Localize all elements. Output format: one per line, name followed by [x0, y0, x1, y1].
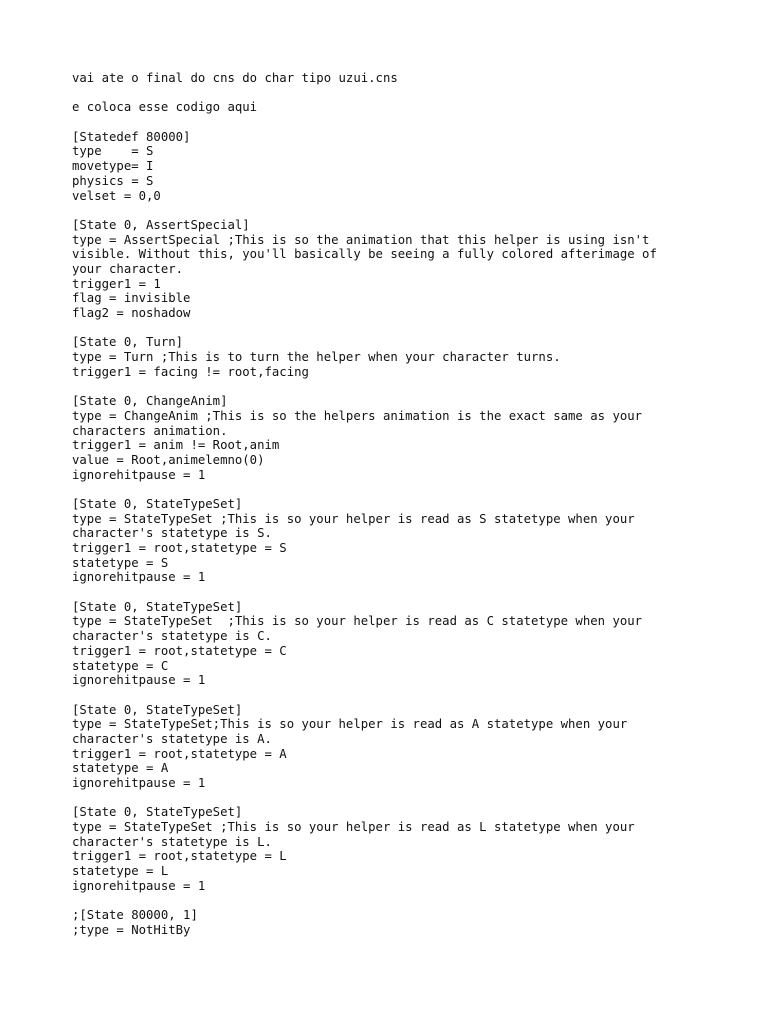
text-line: statetype = S	[72, 555, 169, 570]
text-line: visible. Without this, you'll basically be seeing a fully colored afterimage of	[72, 247, 657, 262]
text-line: [State 0, ChangeAnim]	[72, 394, 228, 409]
text-line: ignorehitpause = 1	[72, 570, 206, 585]
text-line: character's statetype is C.	[72, 629, 272, 644]
text-line: character's statetype is A.	[72, 731, 272, 746]
text-line: statetype = A	[72, 761, 169, 776]
text-line: velset = 0,0	[72, 188, 161, 203]
text-line: vai ate o final do cns do char tipo uzui.cns	[72, 71, 398, 85]
text-line: [Statedef 80000]	[72, 129, 191, 144]
text-line: [State 0, StateTypeSet]	[72, 805, 243, 820]
text-line: type = ChangeAnim ;This is so the helpers animation is the exact same as your	[72, 408, 643, 423]
text-line	[72, 86, 712, 101]
text-line: flag = invisible	[72, 291, 191, 306]
text-line	[72, 321, 712, 336]
text-line: type = Turn ;This is to turn the helper when your character turns.	[72, 350, 561, 365]
text-line	[72, 894, 712, 909]
text-line	[72, 585, 712, 600]
text-line: type = StateTypeSet ;This is so your helper is read as L statetype when your	[72, 820, 635, 835]
text-line	[72, 688, 712, 703]
text-line: trigger1 = anim != Root,anim	[72, 438, 280, 453]
text-line	[72, 482, 712, 497]
text-line: e coloca esse codigo aqui	[72, 100, 258, 115]
text-line: [State 0, StateTypeSet]	[72, 599, 243, 614]
text-line: statetype = L	[72, 864, 169, 879]
text-line: trigger1 = root,statetype = L	[72, 849, 287, 864]
text-line: [State 0, AssertSpecial]	[72, 217, 250, 232]
text-line	[72, 379, 712, 394]
text-line: trigger1 = root,statetype = C	[72, 643, 287, 658]
text-line: physics = S	[72, 173, 154, 188]
text-line: statetype = C	[72, 658, 169, 673]
text-line: flag2 = noshadow	[72, 306, 191, 320]
text-line: value = Root,animelemno(0)	[72, 452, 265, 467]
text-line	[72, 791, 712, 806]
text-line: [State 0, StateTypeSet]	[72, 702, 243, 717]
document-body	[72, 71, 712, 938]
text-line: movetype= I	[72, 159, 154, 174]
text-line: type = StateTypeSet;This is so your helper is read as A statetype when your	[72, 717, 628, 732]
text-line	[72, 115, 712, 130]
text-line: type = StateTypeSet ;This is so your helper is read as C statetype when your	[72, 614, 643, 629]
text-line: ignorehitpause = 1	[72, 776, 206, 790]
text-line: ignorehitpause = 1	[72, 467, 206, 482]
text-line: ignorehitpause = 1	[72, 878, 206, 893]
text-line: your character.	[72, 261, 184, 276]
text-line: type = AssertSpecial ;This is so the animation that this helper is using isn't	[72, 232, 650, 247]
text-line: ignorehitpause = 1	[72, 673, 206, 688]
text-line: [State 0, Turn]	[72, 335, 184, 350]
text-line: characters animation.	[72, 423, 228, 438]
text-line: ;[State 80000, 1]	[72, 908, 198, 923]
text-line: character's statetype is S.	[72, 526, 272, 541]
text-line: type = S	[72, 144, 154, 159]
text-line: type = StateTypeSet ;This is so your helper is read as S statetype when your	[72, 511, 635, 526]
text-line: trigger1 = root,statetype = A	[72, 746, 287, 761]
text-line: trigger1 = facing != root,facing	[72, 364, 309, 379]
text-line: character's statetype is L.	[72, 834, 272, 849]
text-line: trigger1 = root,statetype = S	[72, 541, 287, 555]
text-line: [State 0, StateTypeSet]	[72, 496, 243, 511]
text-line: trigger1 = 1	[72, 276, 161, 291]
text-line: ;type = NotHitBy	[72, 922, 191, 937]
text-line	[72, 203, 712, 218]
